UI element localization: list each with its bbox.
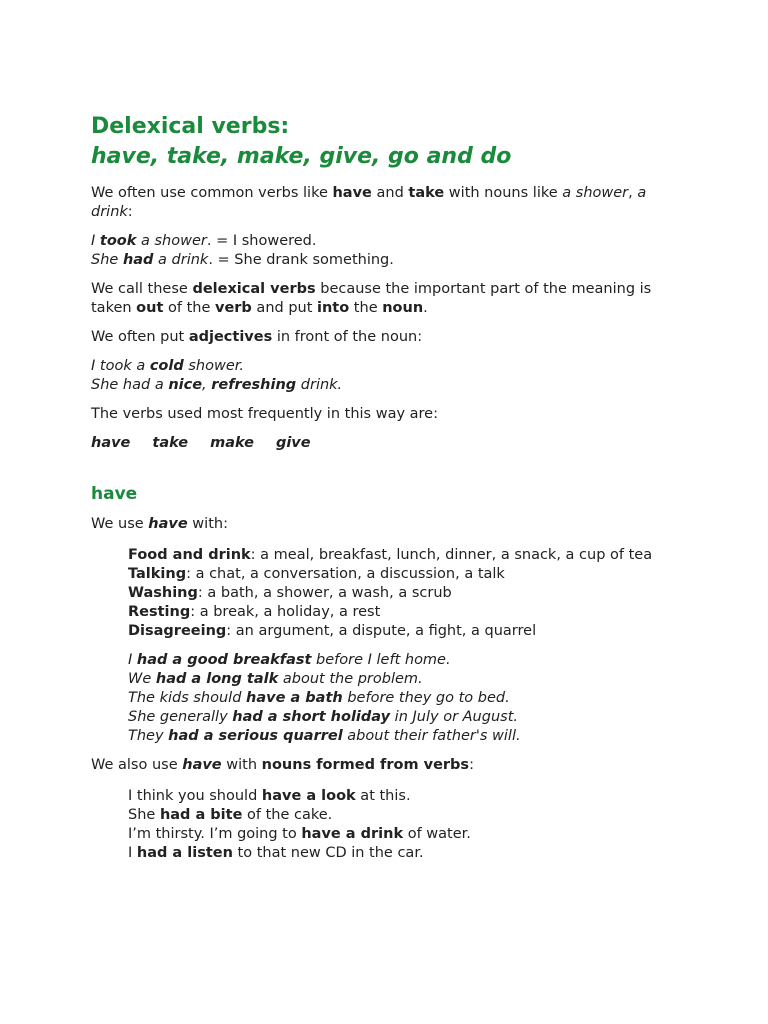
example-had-drink: She had a drink. = She drank something. [91, 252, 394, 268]
document-content [91, 112, 691, 863]
list-item: Resting: a break, a holiday, a rest [128, 604, 381, 620]
list-item: Washing: a bath, a shower, a wash, a scrub [128, 585, 452, 601]
verb-give: give [275, 435, 311, 451]
example-sentence: She generally had a short holiday in July or August. [128, 709, 518, 725]
page-title [91, 112, 691, 172]
example-refreshing-drink: She had a nice, refreshing drink. [91, 377, 343, 393]
example-sentence: I think you should have a look at this. [128, 788, 411, 804]
section-heading-have: have [91, 484, 138, 504]
example-sentence: We had a long talk about the problem. [128, 671, 423, 687]
verb-take: take [152, 435, 189, 451]
example-sentence: The kids should have a bath before they go to bed. [128, 690, 510, 706]
intro-paragraph-3: We often put adjectives in front of the noun: [91, 329, 423, 345]
title-line-1: Delexical verbs: [91, 114, 290, 139]
list-item: Food and drink: a meal, breakfast, lunch, dinner, a snack, a cup of tea [128, 547, 653, 563]
example-sentence: I had a listen to that new CD in the car. [128, 845, 424, 861]
example-sentence: She had a bite of the cake. [128, 807, 333, 823]
have-paragraph-1: We use have with: [91, 516, 228, 532]
verb-have: have [91, 435, 131, 451]
example-sentence: I’m thirsty. I’m going to have a drink of water. [128, 826, 471, 842]
example-took-shower: I took a shower. = I showered. [91, 233, 317, 249]
intro-paragraph-2: We call these delexical verbs because the important part of the meaning is taken out of the verb and put into the noun. [91, 281, 652, 316]
have-verb-nouns-examples [91, 787, 691, 863]
example-sentence: They had a serious quarrel about their father's will. [128, 728, 521, 744]
example-sentence: I had a good breakfast before I left home. [128, 652, 451, 668]
have-uses-list [91, 546, 691, 746]
intro-paragraph-4: The verbs used most frequently in this way are: [91, 406, 438, 422]
example-cold-shower: I took a cold shower. [91, 358, 244, 374]
have-paragraph-2: We also use have with nouns formed from verbs: [91, 757, 474, 773]
intro-paragraph-1: We often use common verbs like have and take with nouns like a shower, a drink: [91, 185, 647, 220]
verbs-list [91, 434, 691, 453]
verb-make: make [210, 435, 254, 451]
title-line-2: have, take, make, give, go and do [91, 144, 512, 169]
list-item: Disagreeing: an argument, a dispute, a fight, a quarrel [128, 623, 537, 639]
list-item: Talking: a chat, a conversation, a discussion, a talk [128, 566, 505, 582]
